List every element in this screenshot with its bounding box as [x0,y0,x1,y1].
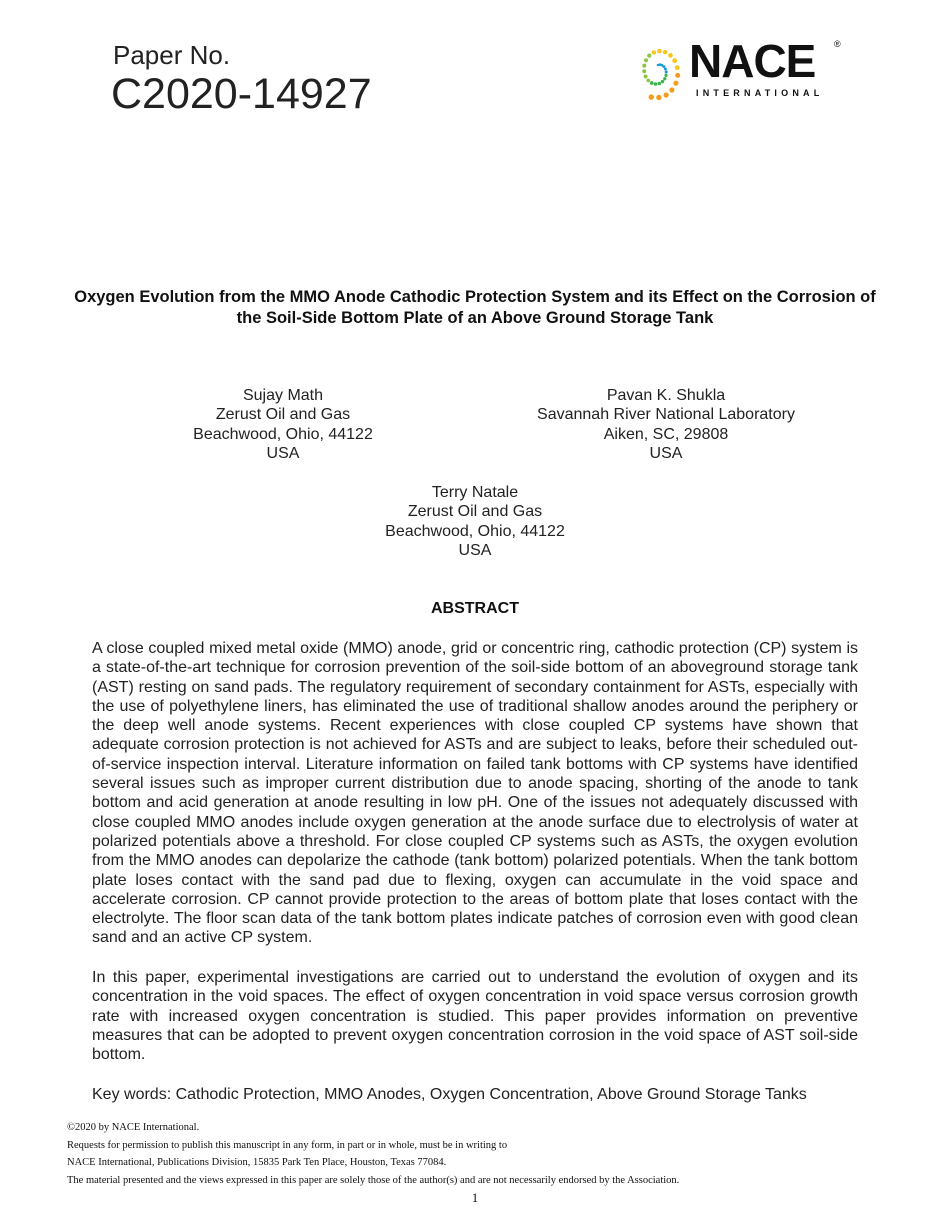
author-country: USA [266,444,300,462]
copyright-footer [67,1119,679,1190]
author-block [133,386,433,463]
logo-dot [644,58,648,62]
author-affiliation: Zerust Oil and Gas [215,406,351,424]
keywords: Key words: Cathodic Protection, MMO Anodes, Oxygen Concentration, Above Ground Storage Tanks [92,1086,807,1103]
footer-line: ©2020 by NACE International. [67,1122,200,1133]
footer-line: The material presented and the views expressed in this paper are solely those of the author(s) and are not necessarily endorsed by the Association. [67,1175,680,1187]
abstract-paragraph: A close coupled mixed metal oxide (MMO) anode, grid or concentric ring, cathodic protection (CP) system is a state-of-the-art technique for corrosion prevention of the soil-side bottom of an aboveground storage tank (AST) resting on sand pads. The regulatory requirement of secondary containment for ASTs, especially with the use of polyethylene liners, has eliminated the use of traditional shallow anodes around the periphery or the deep well anode systems. Recent experiences with close coupled CP systems have shown that adequate corrosion protection is not achieved for ASTs and are subject to leaks, before their scheduled out-of-service inspection interval. Literature information on failed tank bottoms with CP systems have identified several issues such as improper current distribution due to anode spacing, shorting of the anode to tank bottom and acid generation at anode resulting in low pH. One of the issues not adequately discussed with close coupled MMO anodes include oxygen generation at the anode surface due to electrolysis of water at polarized potentials above a threshold. For close coupled CP systems such as ASTs, the oxygen evolution from the MMO anodes can depolarize the cathode (tank bottom) polarized potentials. When the tank bottom plate loses contact with the sand pad due to flexing, oxygen can accumulate in the void space and accelerate corrosion. CP cannot provide protection to the areas of bottom plate that loses contact with the electrolyte. The floor scan data of the tank bottom plates indicate patches of corrosion even with good clean sand and an active CP system. [92,640,858,947]
logo-dot [664,74,667,77]
logo-dot [654,82,658,86]
nace-spiral-dots-icon [630,40,686,102]
footer-line: Requests for permission to publish this manuscript in any form, in part or in whole, must be in writing to [67,1139,508,1151]
paper-number-label: Paper No. [113,40,231,70]
abstract-heading: ABSTRACT [431,600,519,617]
registered-mark: ® [834,39,841,49]
author-country: USA [649,444,683,462]
paper-title: Oxygen Evolution from the MMO Anode Cathodic Protection System and its Effect on the Corrosion of the Soil-Side Bottom Plate of an Above Ground Storage Tank [74,288,876,327]
logo-dot [661,80,664,83]
author-address: Aiken, SC, 29808 [603,425,729,443]
logo-dot [656,95,661,100]
paper-id: C2020-14927 [111,70,372,118]
logo-dot [664,68,667,71]
logo-dot [672,58,677,63]
logo-dot [663,77,666,80]
author-affiliation: Savannah River National Laboratory [537,406,795,424]
logo-wordmark: NACE [689,35,816,87]
logo-dot [663,92,668,97]
abstract-paragraph: In this paper, experimental investigations are carried out to understand the evolution of oxygen and its concentration in the void spaces. The effect of oxygen concentration in void space versus corrosion growth rate with increased oxygen concentration is studied. This paper provides information on preventive measures that can be adopted to prevent oxygen concentration corrosion in the void space of AST soil-side bottom. [92,969,858,1064]
page-number: 1 [471,1190,479,1205]
logo-dot [658,82,662,86]
logo-dot [657,49,662,54]
logo-dot [649,94,655,100]
logo-dot [652,50,656,54]
author-block [325,483,625,560]
logo-dot [665,70,668,73]
nace-logo [630,35,845,102]
logo-dot [675,65,680,70]
footer-line: NACE International, Publications Division, 15835 Park Ten Place, Houston, Texas 77084. [67,1157,447,1169]
author-name: Terry Natale [431,484,519,501]
logo-dot [663,50,668,55]
author-name: Pavan K. Shukla [606,387,726,404]
author-block [516,386,816,463]
logo-dot [668,53,673,58]
logo-dot [650,81,654,85]
author-address: Beachwood, Ohio, 44122 [385,522,565,540]
logo-dot [669,87,674,92]
logo-subtitle: INTERNATIONAL [696,88,824,98]
logo-dot [646,79,650,83]
author-affiliation: Zerust Oil and Gas [407,503,543,521]
author-country: USA [458,541,492,559]
logo-dot [644,74,648,78]
logo-dot [675,73,680,78]
logo-dot [642,69,646,73]
logo-dot [642,64,646,68]
author-name: Sujay Math [242,387,324,404]
logo-dot [673,81,678,86]
logo-dot [647,53,651,57]
author-address: Beachwood, Ohio, 44122 [193,425,373,443]
